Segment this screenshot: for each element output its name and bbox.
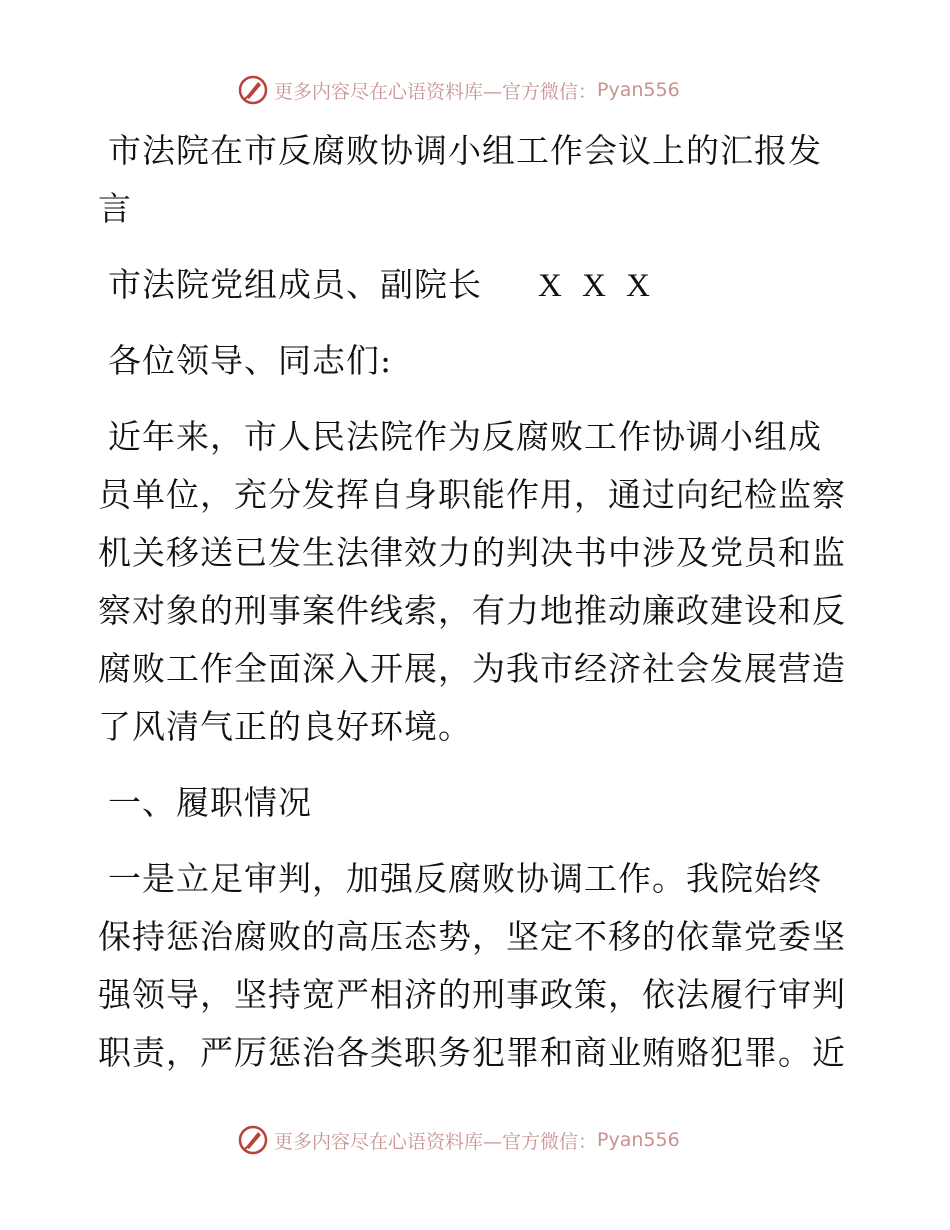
paragraph-line: 察对象的刑事案件线索，有力地推动廉政建设和反 — [98, 591, 846, 630]
document-body — [98, 122, 850, 1082]
author-name: X X X — [538, 268, 656, 304]
paragraph-line: 职责，严厉惩治各类职务犯罪和商业贿赂犯罪。近 — [98, 1033, 846, 1072]
paragraph-line: 强领导，坚持宽严相济的刑事政策，依法履行审判 — [98, 975, 846, 1014]
watermark-wechat-id: Pyan556 — [597, 79, 680, 101]
paragraph-line: 员单位，充分发挥自身职能作用，通过向纪检监察 — [98, 475, 846, 514]
paragraph-line: 保持惩治腐败的高压态势，坚定不移的依靠党委坚 — [98, 917, 846, 956]
quill-circle-logo-icon — [236, 1123, 270, 1157]
paragraph-line: 机关移送已发生法律效力的判决书中涉及党员和监 — [98, 533, 846, 572]
watermark-text: 更多内容尽在心语资料库—官方微信： — [274, 1130, 598, 1153]
header-watermark — [236, 72, 680, 108]
watermark-wechat-id: Pyan556 — [597, 1129, 680, 1151]
section-heading: 一、履职情况 — [108, 783, 312, 822]
paragraph-line: 近年来，市人民法院作为反腐败工作协调小组成 — [108, 417, 822, 456]
watermark-text: 更多内容尽在心语资料库—官方微信： — [274, 80, 598, 103]
paragraph-line: 一是立足审判，加强反腐败协调工作。我院始终 — [108, 859, 822, 898]
quill-circle-logo-icon — [236, 73, 270, 107]
document-title-line-1: 市法院在市反腐败协调小组工作会议上的汇报发 — [108, 131, 822, 170]
document-title-line-2: 言 — [98, 189, 132, 228]
author-line — [98, 256, 850, 314]
paragraph-line: 腐败工作全面深入开展，为我市经济社会发展营造 — [98, 649, 846, 688]
author-role: 市法院党组成员、副院长 — [108, 265, 482, 304]
salutation: 各位领导、同志们: — [108, 341, 393, 380]
footer-watermark — [236, 1122, 680, 1158]
paragraph-line: 了风清气正的良好环境。 — [98, 707, 472, 746]
